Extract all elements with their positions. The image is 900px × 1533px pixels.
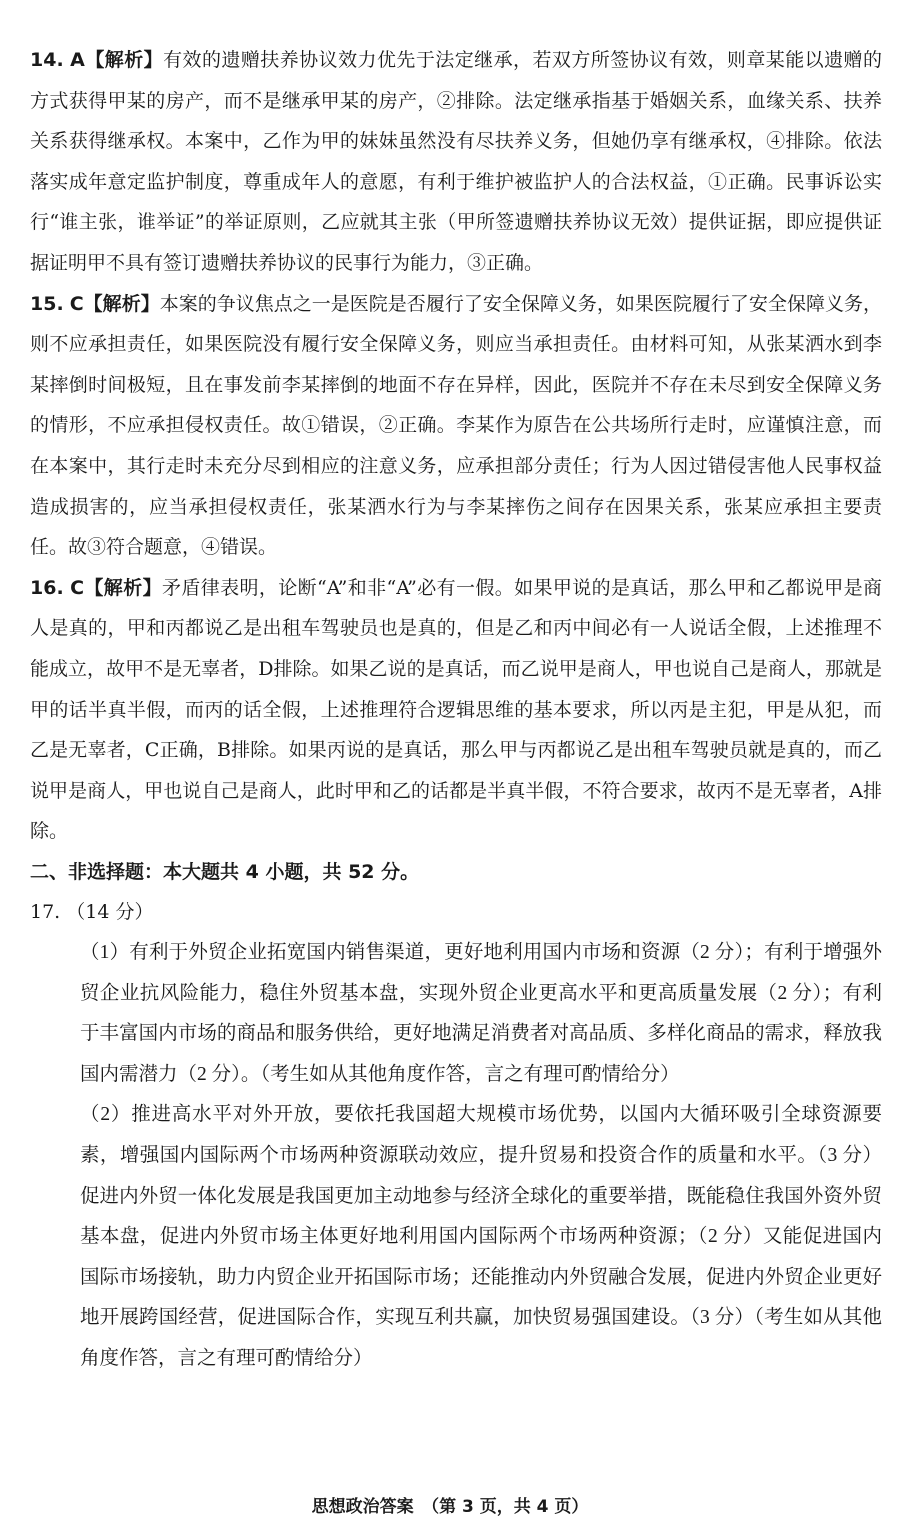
- analysis-text: 本案的争议焦点之一是医院是否履行了安全保障义务，如果医院履行了安全保障义务，则不应承担责任，如果医院没有履行安全保障义务，则应当承担责任。由材料可知，从张某洒水到李某摔倒时间极短，且在事发前李某摔倒的地面不存在异样，因此，医院并不存在未尽到安全保障义务的情形，不应承担侵权责任。故①错误，②正确。李某作为原告在公共场所行走时，应谨慎注意，而在本案中，其行走时未充分尽到相应的注意义务，应承担部分责任；行为人因过错侵害他人民事权益造成损害的，应当承担侵权责任，张某洒水行为与李某摔伤之间存在因果关系，张某应承担主要责任。故③符合题意，④错误。: [30, 292, 882, 559]
- question-17-part-1: （1）有利于外贸企业拓宽国内销售渠道，更好地利用国内市场和资源（2 分）；有利于增强外贸企业抗风险能力，稳住外贸基本盘，实现外贸企业更高水平和更高质量发展（2 分）；有利于丰富国内市场的商品和服务供给，更好地满足消费者对高品质、多样化商品的需求，释放我国内需潜力（2 分）。（考生如从其他角度作答，言之有理可酌情给分）: [80, 942, 882, 1085]
- analysis-tag: 【解析】: [83, 292, 160, 315]
- question-17-header: 17. （14 分）: [30, 901, 154, 924]
- answer-15: [30, 284, 882, 568]
- analysis-text: 有效的遗赠扶养协议效力优先于法定继承，若双方所签协议有效，则章某能以遗赠的方式获得甲某的房产，而不是继承甲某的房产，②排除。法定继承指基于婚姻关系，血缘关系、扶养关系获得继承权。本案中，乙作为甲的妹妹虽然没有尽扶养义务，但她仍享有继承权，④排除。依法落实成年意定监护制度，尊重成年人的意愿，有利于维护被监护人的合法权益，①正确。民事诉讼实行“谁主张，谁举证”的举证原则，乙应就其主张（甲所签遗赠扶养协议无效）提供证据，即应提供证据证明甲不具有签订遗赠扶养协议的民事行为能力，③正确。: [30, 49, 882, 274]
- answer-option: C: [69, 292, 84, 315]
- analysis-tag: 【解析】: [84, 576, 162, 599]
- question-number: 14.: [30, 49, 64, 71]
- answer-14: [30, 40, 882, 284]
- analysis-text: 矛盾律表明，论断“A”和非“A”必有一假。如果甲说的是真话，那么甲和乙都说甲是商人是真的，甲和丙都说乙是出租车驾驶员也是真的，但是乙和丙中间必有一人说话全假，上述推理不能成立，故甲不是无辜者，D排除。如果乙说的是真话，而乙说甲是商人，甲也说自己是商人，那就是甲的话半真半假，而丙的话全假，上述推理符合逻辑思维的基本要求，所以丙是主犯，甲是从犯，而乙是无辜者，C正确，B排除。如果丙说的是真话，那么甲与丙都说乙是出租车驾驶员就是真的，而乙说甲是商人，甲也说自己是商人，此时甲和乙的话都是半真半假，不符合要求，故丙不是无辜者，A排除。: [30, 576, 882, 843]
- question-number: 15.: [30, 292, 64, 315]
- question-number: 16.: [30, 576, 64, 599]
- analysis-tag: 【解析】: [84, 49, 164, 71]
- page-footer: 思想政治答案 （第 3 页，共 4 页）: [311, 1497, 589, 1517]
- answer-16: [30, 568, 882, 852]
- section-heading: 二、非选择题：本大题共 4 小题，共 52 分。: [30, 860, 420, 883]
- question-17-part-2: （2）推进高水平对外开放，要依托我国超大规模市场优势，以国内大循环吸引全球资源要素，增强国内国际两个市场两种资源联动效应，提升贸易和投资合作的质量和水平。（3 分）促进内外贸一体化发展是我国更加主动地参与经济全球化的重要举措，既能稳住我国外资外贸基本盘，促进内外贸市场主体更好地利用国内国际两个市场两种资源；（2 分）又能促进国内国际市场接轨，助力内贸企业开拓国际市场；还能推动内外贸融合发展，促进内外贸企业更好地开展跨国经营，促进国际合作，实现互利共赢，加快贸易强国建设。（3 分）（考生如从其他角度作答，言之有理可酌情给分）: [80, 1104, 882, 1369]
- answer-option: A: [70, 49, 85, 71]
- answer-option: C: [70, 576, 85, 599]
